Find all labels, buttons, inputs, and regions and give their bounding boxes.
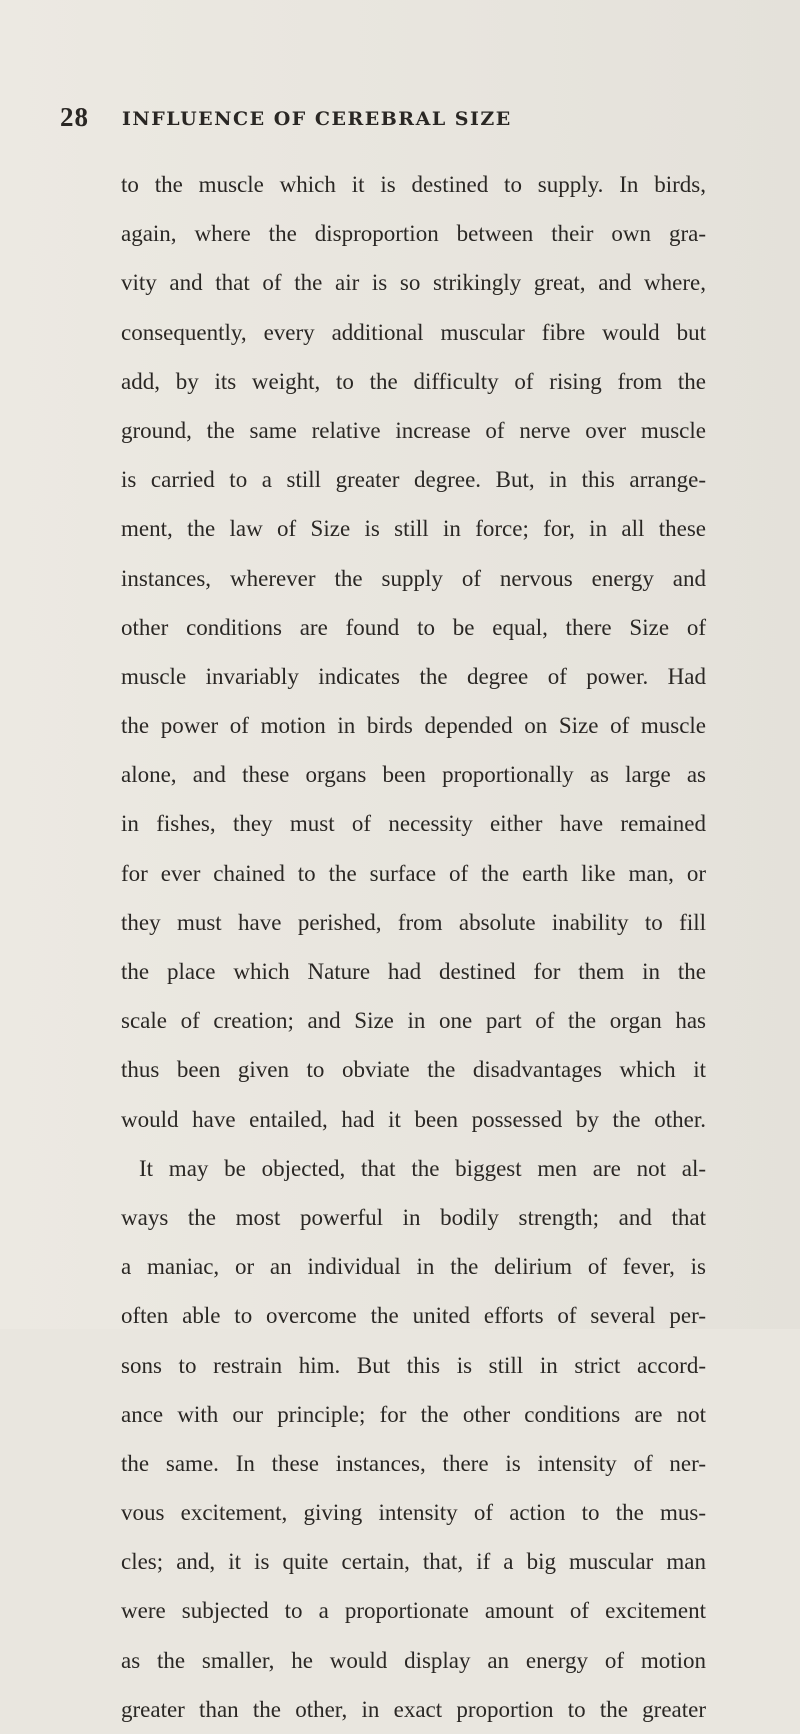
text-line: ground, the same relative increase of nerve over muscle <box>121 417 706 443</box>
text-line: again, where the disproportion between their own gra- <box>121 221 706 247</box>
text-line: a maniac, or an individual in the delirium of fever, is <box>121 1254 706 1280</box>
text-line: instances, wherever the supply of nervous energy and <box>121 565 706 591</box>
text-line: as the smaller, he would display an energy of motion <box>121 1647 706 1673</box>
text-line: muscle invariably indicates the degree of power. Had <box>121 663 706 689</box>
text-line: thus been given to obviate the disadvantages which it <box>121 1057 706 1083</box>
text-line: scale of creation; and Size in one part of the organ has <box>121 1008 706 1034</box>
text-line: vity and that of the air is so strikingly great, and where, <box>121 270 706 296</box>
text-line: cles; and, it is quite certain, that, if a big muscular man <box>121 1549 706 1575</box>
text-line: ways the most powerful in bodily strength; and that <box>121 1204 706 1230</box>
text-line: ance with our principle; for the other conditions are not <box>121 1401 706 1427</box>
page-header <box>60 102 720 138</box>
text-line: the power of motion in birds depended on Size of muscle <box>121 713 706 739</box>
text-line: is carried to a still greater degree. But, in this arrange- <box>121 467 706 493</box>
text-line: other conditions are found to be equal, there Size of <box>121 614 706 640</box>
text-line: sons to restrain him. But this is still in strict accord- <box>121 1352 706 1378</box>
text-line: the place which Nature had destined for them in the <box>121 959 706 984</box>
text-line: in fishes, they must of necessity either have remained <box>121 811 706 837</box>
text-line: greater than the other, in exact proportion to the greater <box>121 1696 706 1722</box>
text-line: ment, the law of Size is still in force; for, in all these <box>121 516 706 542</box>
page-number: 28 <box>60 102 89 132</box>
text-line: It may be objected, that the biggest men are not al- <box>139 1155 706 1181</box>
running-title: INFLUENCE OF CEREBRAL SIZE <box>122 108 512 130</box>
text-line: would have entailed, had it been possessed by the other. <box>121 1106 706 1132</box>
text-line: were subjected to a proportionate amount of excitement <box>121 1598 706 1624</box>
text-line: alone, and these organs been proportionally as large as <box>121 762 706 788</box>
text-line: consequently, every additional muscular fibre would but <box>121 319 706 345</box>
text-line: often able to overcome the united efforts of several per- <box>121 1303 706 1329</box>
text-line: vous excitement, giving intensity of action to the mus- <box>121 1500 706 1526</box>
text-line: the same. In these instances, there is intensity of ner- <box>121 1450 706 1476</box>
body-text <box>121 160 706 1734</box>
text-line: they must have perished, from absolute inability to fill <box>121 909 706 935</box>
text-line: for ever chained to the surface of the earth like man, or <box>121 860 706 886</box>
text-line: to the muscle which it is destined to supply. In birds, <box>121 172 706 197</box>
text-line: add, by its weight, to the difficulty of rising from the <box>121 368 706 394</box>
